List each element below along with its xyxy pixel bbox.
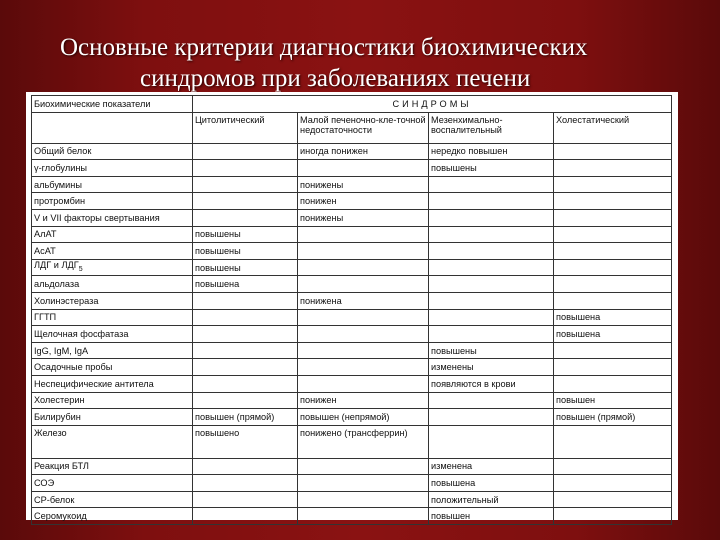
syndrome-cell-1 <box>193 475 298 492</box>
syndrome-cell-1: повышены <box>193 226 298 243</box>
syndrome-cell-4 <box>554 292 672 309</box>
syndrome-cell-2 <box>298 276 429 293</box>
syndrome-cell-1: повышен (прямой) <box>193 409 298 426</box>
syndrome-cell-1 <box>193 342 298 359</box>
syndrome-cell-1 <box>193 292 298 309</box>
syndrome-cell-1 <box>193 491 298 508</box>
syndrome-cell-3 <box>429 276 554 293</box>
syndrome-cell-4 <box>554 342 672 359</box>
syndrome-cell-1 <box>193 458 298 475</box>
syndrome-cell-3: повышены <box>429 160 554 177</box>
syndrome-cell-3 <box>429 326 554 343</box>
syndrome-cell-2 <box>298 458 429 475</box>
syndrome-cell-1 <box>193 375 298 392</box>
syndrome-cell-1: повышено <box>193 425 298 458</box>
syndrome-cell-4 <box>554 226 672 243</box>
syndrome-cell-2 <box>298 309 429 326</box>
syndrome-cell-2: понижена <box>298 292 429 309</box>
column-header-mesenchymal: Мезенхимально-воспалительный <box>429 112 554 143</box>
table-row <box>32 292 672 309</box>
table-row <box>32 475 672 492</box>
syndrome-cell-2: понижен <box>298 392 429 409</box>
indicator-name-text: Билирубин <box>34 411 81 422</box>
indicator-name <box>32 276 193 293</box>
criteria-table <box>31 95 672 525</box>
indicator-name-text: Железо <box>34 427 67 438</box>
syndrome-cell-1 <box>193 209 298 226</box>
syndrome-cell-3 <box>429 243 554 260</box>
syndrome-cell-4 <box>554 243 672 260</box>
indicator-name-text: IgG, IgM, IgA <box>34 345 89 356</box>
indicator-name <box>32 491 193 508</box>
indicator-name <box>32 309 193 326</box>
syndrome-cell-4 <box>554 276 672 293</box>
indicator-name <box>32 326 193 343</box>
syndrome-cell-3 <box>429 309 554 326</box>
slide-title <box>0 32 720 94</box>
syndrome-cell-3 <box>429 176 554 193</box>
indicator-name-text: V и VII факторы свертывания <box>34 212 160 223</box>
table-row <box>32 425 672 458</box>
indicator-name-text: АлАТ <box>34 229 57 240</box>
table-row <box>32 276 672 293</box>
indicator-name-text: Неспецифические антитела <box>34 378 154 389</box>
syndrome-cell-3 <box>429 425 554 458</box>
indicator-name <box>32 176 193 193</box>
syndrome-cell-1 <box>193 392 298 409</box>
syndrome-cell-1: повышена <box>193 276 298 293</box>
indicator-name <box>32 160 193 177</box>
indicator-name <box>32 259 193 276</box>
indicator-name <box>32 342 193 359</box>
table-row <box>32 259 672 276</box>
indicator-name <box>32 292 193 309</box>
table-row <box>32 326 672 343</box>
syndrome-cell-4 <box>554 259 672 276</box>
syndrome-cell-2: понижено (трансферрин) <box>298 425 429 458</box>
syndrome-cell-3 <box>429 193 554 210</box>
indicator-name <box>32 425 193 458</box>
indicator-name-text: ЛДГ и ЛДГ <box>34 260 79 271</box>
indicator-name-text: СОЭ <box>34 478 55 489</box>
syndrome-cell-4 <box>554 176 672 193</box>
indicator-name-text: Реакция БТЛ <box>34 461 89 472</box>
syndrome-cell-3: повышен <box>429 508 554 525</box>
syndrome-cell-2 <box>298 259 429 276</box>
syndrome-cell-2: иногда понижен <box>298 143 429 160</box>
syndrome-cell-4 <box>554 160 672 177</box>
syndrome-cell-3: повышены <box>429 342 554 359</box>
syndrome-cell-3 <box>429 226 554 243</box>
syndrome-cell-1 <box>193 508 298 525</box>
syndrome-cell-4 <box>554 475 672 492</box>
syndrome-cell-1 <box>193 309 298 326</box>
syndrome-cell-1: повышены <box>193 243 298 260</box>
syndrome-cell-2: понижены <box>298 176 429 193</box>
syndrome-cell-3 <box>429 392 554 409</box>
syndrome-cell-3 <box>429 259 554 276</box>
title-line-2: синдромов при заболеваниях печени <box>140 65 531 92</box>
table-row <box>32 160 672 177</box>
syndrome-cell-4 <box>554 209 672 226</box>
column-header-hepatocellular: Малой печеночно-кле-точной недостаточности <box>298 112 429 143</box>
indicator-name-text: АсАТ <box>34 245 56 256</box>
table-row <box>32 508 672 525</box>
indicator-name-text: Осадочные пробы <box>34 362 113 373</box>
syndrome-cell-2: повышен (непрямой) <box>298 409 429 426</box>
indicator-name-text: Серомукоид <box>34 511 87 522</box>
syndrome-cell-3: изменена <box>429 458 554 475</box>
table-row <box>32 409 672 426</box>
syndrome-cell-2 <box>298 475 429 492</box>
syndrome-cell-4 <box>554 458 672 475</box>
syndrome-cell-1 <box>193 160 298 177</box>
column-header-cytolytic: Цитолитический <box>193 112 298 143</box>
syndrome-cell-3: положительный <box>429 491 554 508</box>
table-row <box>32 243 672 260</box>
indicator-name-text: Холестерин <box>34 395 85 406</box>
syndrome-cell-4: повышена <box>554 309 672 326</box>
indicator-name-text: γ-глобулины <box>34 162 87 173</box>
indicator-name <box>32 226 193 243</box>
syndrome-cell-2 <box>298 375 429 392</box>
table-row <box>32 226 672 243</box>
syndrome-cell-1 <box>193 359 298 376</box>
syndrome-cell-4: повышен <box>554 392 672 409</box>
indicator-name-text: Холинэстераза <box>34 295 99 306</box>
table-row <box>32 392 672 409</box>
syndrome-cell-4 <box>554 425 672 458</box>
syndromes-header: СИНДРОМЫ <box>193 96 672 113</box>
indicator-name <box>32 193 193 210</box>
column-header-row <box>32 112 672 143</box>
column-header-cholestatic: Холестатический <box>554 112 672 143</box>
syndrome-cell-2 <box>298 342 429 359</box>
table-row <box>32 193 672 210</box>
indicator-name-text: СР-белок <box>34 494 75 505</box>
table-row <box>32 491 672 508</box>
empty-header-cell <box>32 112 193 143</box>
syndrome-cell-2 <box>298 160 429 177</box>
syndrome-cell-2: понижен <box>298 193 429 210</box>
indicator-name <box>32 359 193 376</box>
indicator-name <box>32 243 193 260</box>
indicator-name <box>32 475 193 492</box>
indicator-name-text: ГГТП <box>34 312 57 323</box>
indicator-subscript: 5 <box>78 265 83 273</box>
table-row <box>32 309 672 326</box>
table-row <box>32 143 672 160</box>
syndrome-cell-3: изменены <box>429 359 554 376</box>
syndrome-cell-3: появляются в крови <box>429 375 554 392</box>
table-row <box>32 375 672 392</box>
syndrome-cell-2 <box>298 243 429 260</box>
syndrome-cell-1 <box>193 176 298 193</box>
indicator-name-text: Щелочная фосфатаза <box>34 328 129 339</box>
indicator-name-text: альбумины <box>34 179 82 190</box>
indicator-name <box>32 375 193 392</box>
table-sheet <box>26 92 678 520</box>
indicator-name <box>32 209 193 226</box>
syndrome-cell-4 <box>554 508 672 525</box>
table-row <box>32 176 672 193</box>
syndrome-cell-2 <box>298 508 429 525</box>
indicator-name <box>32 508 193 525</box>
title-line-1: Основные критерии диагностики биохимических <box>60 34 588 61</box>
syndrome-cell-2 <box>298 491 429 508</box>
indicator-name <box>32 409 193 426</box>
syndrome-cell-4 <box>554 491 672 508</box>
syndrome-cell-1: повышены <box>193 259 298 276</box>
syndrome-cell-3: нередко повышен <box>429 143 554 160</box>
syndrome-cell-2 <box>298 359 429 376</box>
syndrome-cell-1 <box>193 193 298 210</box>
syndrome-cell-3 <box>429 292 554 309</box>
table-row <box>32 359 672 376</box>
syndrome-cell-3 <box>429 209 554 226</box>
table-row <box>32 209 672 226</box>
syndrome-cell-3 <box>429 409 554 426</box>
indicator-name <box>32 143 193 160</box>
syndrome-cell-4 <box>554 143 672 160</box>
table-header-row <box>32 96 672 113</box>
indicator-header: Биохимические показатели <box>32 96 193 113</box>
indicator-name <box>32 458 193 475</box>
indicator-name-text: альдолаза <box>34 279 80 290</box>
syndrome-cell-4 <box>554 375 672 392</box>
table-row <box>32 342 672 359</box>
indicator-name-text: протромбин <box>34 196 86 207</box>
syndrome-cell-1 <box>193 143 298 160</box>
indicator-name-text: Общий белок <box>34 146 92 157</box>
syndrome-cell-2: понижены <box>298 209 429 226</box>
syndrome-cell-4: повышен (прямой) <box>554 409 672 426</box>
syndrome-cell-2 <box>298 226 429 243</box>
syndrome-cell-4 <box>554 193 672 210</box>
syndrome-cell-4: повышена <box>554 326 672 343</box>
indicator-name <box>32 392 193 409</box>
syndrome-cell-4 <box>554 359 672 376</box>
table-row <box>32 458 672 475</box>
syndrome-cell-3: повышена <box>429 475 554 492</box>
syndrome-cell-1 <box>193 326 298 343</box>
syndrome-cell-2 <box>298 326 429 343</box>
